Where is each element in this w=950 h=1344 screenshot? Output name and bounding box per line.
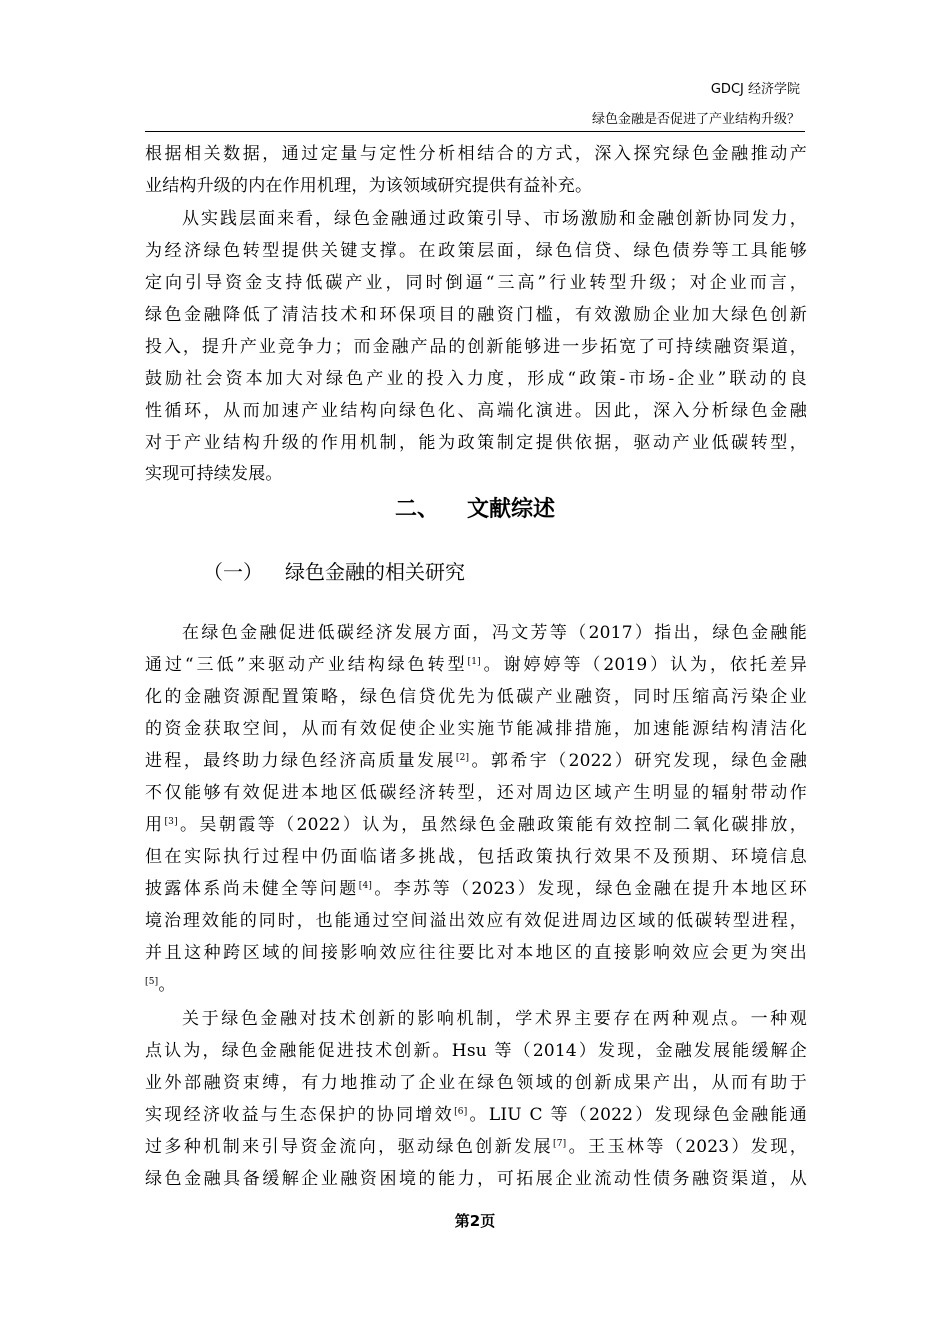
page-number: 第2页: [454, 1212, 496, 1230]
paragraph-line: 点认为，绿色金融能促进技术创新。Hsu 等（2014）发现，金融发展能缓解企: [145, 1041, 807, 1061]
paragraph-line: 实现可持续发展。: [145, 464, 283, 484]
header-rule: [145, 131, 805, 132]
paragraph-line: 投入，提升产业竞争力；而金融产品的创新能够进一步拓宽了可持续融资渠道，: [145, 337, 807, 357]
section-number: 二、: [394, 497, 439, 522]
paragraph-line: 业外部融资束缚，有力地推动了企业在绿色领域的创新成果产出，从而有助于: [145, 1073, 807, 1093]
paragraph-line: 对于产业结构升级的作用机制，能为政策制定提供依据，驱动产业低碳转型，: [145, 433, 807, 453]
paragraph-line: 在绿色金融促进低碳经济发展方面，冯文芳等（2017）指出，绿色金融能: [182, 623, 807, 643]
subsection-number: （一）: [203, 560, 263, 584]
citation-ref[interactable]: [6]: [454, 1107, 468, 1117]
paragraph-line: 披露体系尚未健全等问题[4]。李苏等（2023）发现，绿色金融在提升本地区环: [145, 879, 807, 899]
subsection-heading: [203, 556, 465, 585]
citation-ref[interactable]: [2]: [455, 753, 470, 763]
section-heading: [0, 492, 950, 523]
paragraph-line: 绿色金融具备缓解企业融资困境的能力，可拓展企业流动性债务融资渠道，从: [145, 1169, 807, 1189]
paragraph-line: 并且这种跨区域的间接影响效应往往要比对本地区的直接影响效应会更为突出: [145, 943, 807, 963]
section-title: 文献综述: [467, 497, 556, 522]
paragraph-line: 业结构升级的内在作用机理，为该领域研究提供有益补充。: [145, 176, 593, 196]
paragraph-line: 鼓励社会资本加大对绿色产业的投入力度，形成“政策-市场-企业”联动的良: [145, 369, 807, 389]
citation-ref[interactable]: [3]: [164, 817, 178, 827]
paragraph-line: 用[3]。吴朝霞等（2022）认为，虽然绿色金融政策能有效控制二氧化碳排放，: [145, 815, 808, 835]
subsection-title: 绿色金融的相关研究: [285, 560, 465, 584]
citation-ref[interactable]: [4]: [358, 881, 373, 891]
running-header-title: 绿色金融是否促进了产业结构升级？: [591, 112, 800, 127]
paragraph-line: 通过“三低”来驱动产业结构绿色转型[1]。谢婷婷等（2019）认为，依托差异: [145, 655, 807, 675]
citation-ref[interactable]: [7]: [553, 1139, 567, 1149]
paragraph-line: 不仅能够有效促进本地区低碳经济转型，还对周边区域产生明显的辐射带动作: [145, 783, 807, 803]
citation-ref[interactable]: [5]: [145, 977, 159, 987]
paragraph-line: 为经济绿色转型提供关键支撑。在政策层面，绿色信贷、绿色债券等工具能够: [145, 241, 807, 261]
paragraph-line: [5]。: [145, 975, 176, 995]
paragraph-line: 绿色金融降低了清洁技术和环保项目的融资门槛，有效激励企业加大绿色创新: [145, 305, 807, 325]
citation-ref[interactable]: [1]: [467, 657, 481, 667]
paragraph-line: 定向引导资金支持低碳产业，同时倒逼“三高”行业转型升级；对企业而言，: [145, 273, 807, 293]
paragraph-line: 但在实际执行过程中仍面临诸多挑战，包括政策执行效果不及预期、环境信息: [145, 847, 807, 867]
paragraph-line: 过多种机制来引导资金流向，驱动绿色创新发展[7]。王玉林等（2023）发现，: [145, 1137, 807, 1157]
paragraph-line: 从实践层面来看，绿色金融通过政策引导、市场激励和金融创新协同发力，: [182, 209, 807, 229]
paragraph-line: 实现经济收益与生态保护的协同增效[6]。LIU C 等（2022）发现绿色金融能通: [145, 1105, 808, 1125]
paragraph-line: 化的金融资源配置策略，绿色信贷优先为低碳产业融资，同时压缩高污染企业: [145, 687, 807, 707]
paragraph-line: 根据相关数据，通过定量与定性分析相结合的方式，深入探究绿色金融推动产: [145, 144, 807, 164]
paragraph-line: 关于绿色金融对技术创新的影响机制，学术界主要存在两种观点。一种观: [182, 1009, 807, 1029]
paragraph-line: 的资金获取空间，从而有效促使企业实施节能减排措施，加速能源结构清洁化: [145, 719, 807, 739]
paragraph-line: 境治理效能的同时，也能通过空间溢出效应有效促进周边区域的低碳转型进程，: [145, 911, 807, 931]
paragraph-line: 进程，最终助力绿色经济高质量发展[2]。郭希宇（2022）研究发现，绿色金融: [145, 751, 807, 771]
running-header-institution: GDCJ 经济学院: [710, 82, 800, 97]
paragraph-line: 性循环，从而加速产业结构向绿色化、高端化演进。因此，深入分析绿色金融: [145, 401, 807, 421]
